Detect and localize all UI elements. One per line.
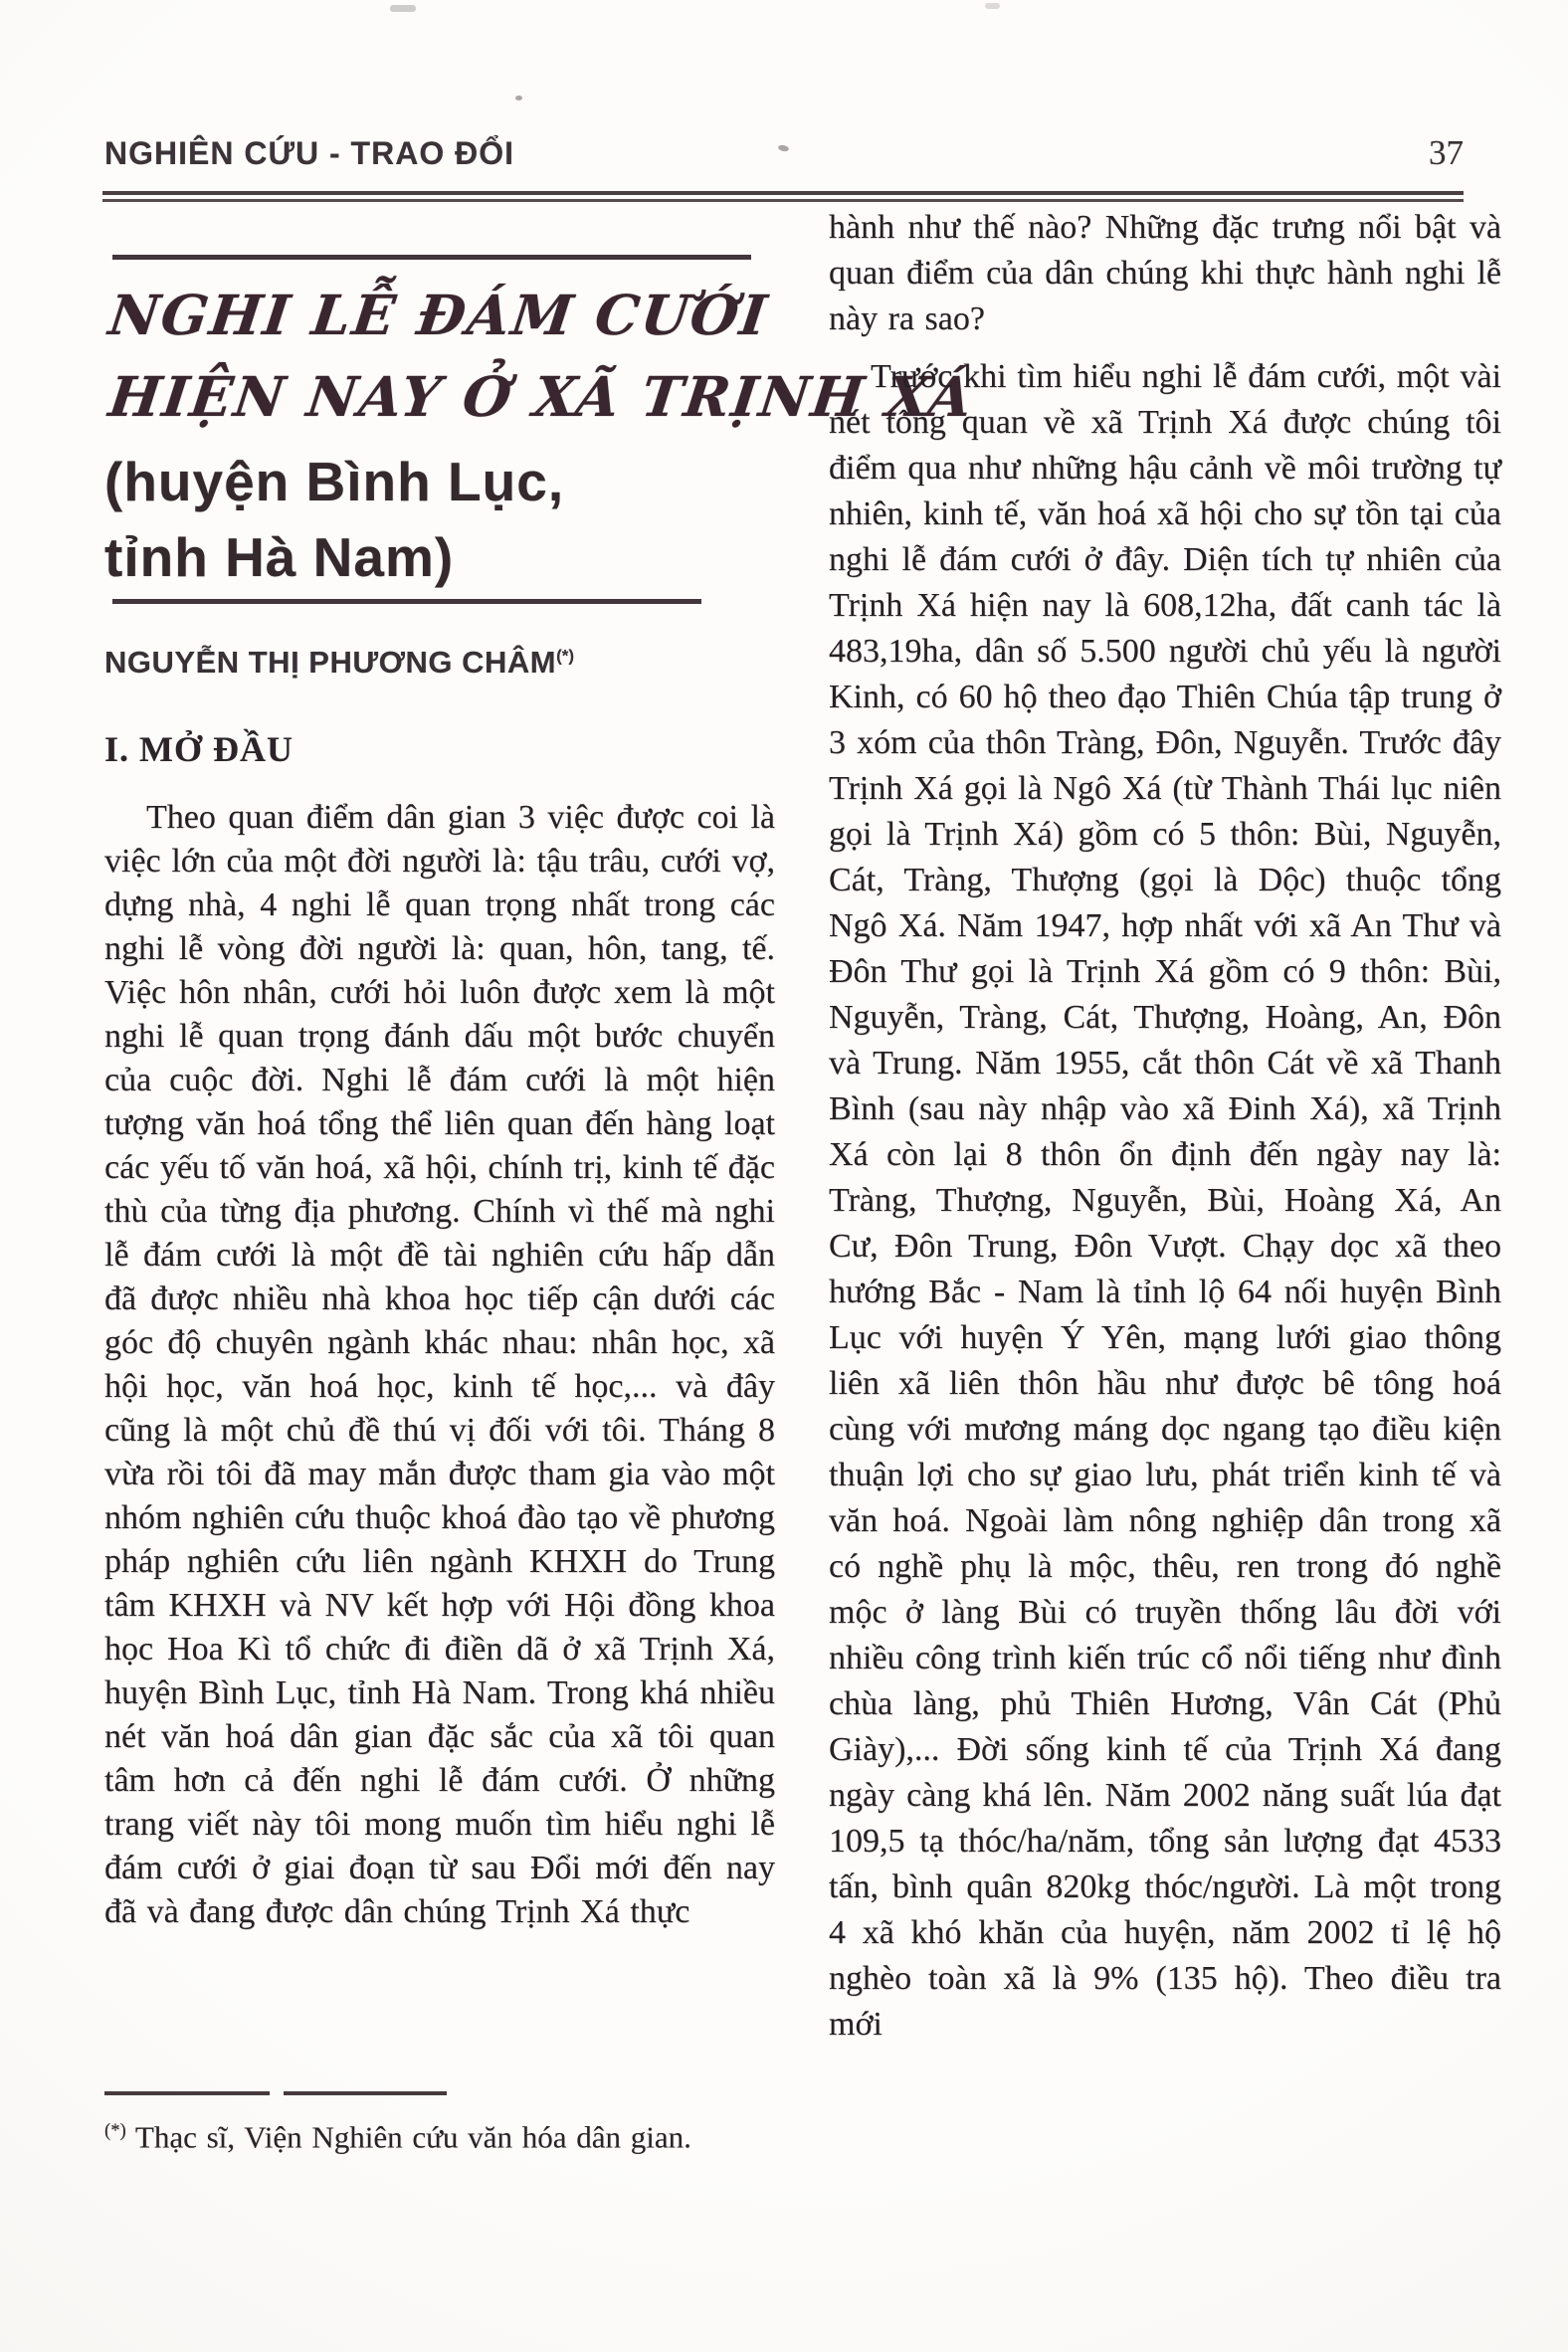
left-column bbox=[104, 796, 775, 1934]
section-heading: I. MỞ ĐẦU bbox=[104, 729, 294, 769]
footnote-text bbox=[104, 2109, 773, 2158]
footnote-body: Thạc sĩ, Viện Nghiên cứu văn hóa dân gian. bbox=[134, 2119, 691, 2155]
header-page-number: 37 bbox=[1429, 133, 1464, 172]
scan-speck bbox=[985, 3, 1000, 9]
body-paragraph: Trước khi tìm hiểu nghi lễ đám cưới, một vài nét tổng quan về xã Trịnh Xá được chúng tôi điểm qua như những hậu cảnh về môi trường tự nhiên, kinh tế, văn hoá xã hội cho sự tồn tại của nghi lễ đám cưới ở đây. Diện tích tự nhiên của Trịnh Xá hiện nay là 608,12ha, đất canh tác là 483,19ha, dân số 5.500 người chủ yếu là người Kinh, có 60 hộ theo đạo Thiên Chúa tập trung ở 3 xóm của thôn Tràng, Đôn, Nguyễn. Trước đây Trịnh Xá gọi là Ngô Xá (từ Thành Thái lục niên gọi là Trịnh Xá) gồm có 5 thôn: Bùi, Nguyễn, Cát, Tràng, Thượng (gọi là Dộc) thuộc tổng Ngô Xá. Năm 1947, hợp nhất với xã An Thư và Đôn Thư gọi là Trịnh Xá gồm có 9 thôn: Bùi, Nguyễn, Tràng, Cát, Thượng, Hoàng, An, Đôn và Trung. Năm 1955, cắt thôn Cát về xã Thanh Bình (sau này nhập vào xã Đinh Xá), xã Trịnh Xá còn lại 8 thôn ổn định đến ngày nay là: Tràng, Thượng, Nguyễn, Bùi, Hoàng Xá, An Cư, Đôn Trung, Đôn Vượt. Chạy dọc xã theo hướng Bắc - Nam là tỉnh lộ 64 nối huyện Bình Lục với huyện Ý Yên, mạng lưới giao thông liên xã liên thôn hầu như được bê tông hoá cùng với mương máng dọc ngang tạo điều kiện thuận lợi cho sự giao lưu, phát triển kinh tế và văn hoá. Ngoài làm nông nghiệp dân trong xã có nghề phụ là mộc, thêu, ren trong đó nghề mộc ở làng Bùi có truyền thống lâu đời với nhiều công trình kiến trúc cổ nổi tiếng như đình chùa làng, phủ Thiên Hương, Vân Cát (Phủ Giày),... Đời sống kinh tế của Trịnh Xá đang ngày càng khá lên. Năm 2002 năng suất lúa đạt 109,5 tạ thóc/ha/năm, tổng sản lượng đạt 4533 tấn, bình quân 820kg thóc/người. Là một trong 4 xã khó khăn của huyện, năm 2002 tỉ lệ hộ nghèo toàn xã là 9% (135 hộ). Theo điều tra mới bbox=[829, 358, 1501, 2043]
footnote-marker: (*) bbox=[104, 2120, 126, 2141]
article-title-line-2: HIỆN NAY Ở XÃ TRỊNH XÁ bbox=[105, 364, 978, 429]
author-line bbox=[104, 645, 574, 681]
header-rule bbox=[102, 191, 1464, 202]
footnote-rule bbox=[104, 2091, 447, 2095]
page-header bbox=[104, 133, 1464, 173]
author-footnote-marker: (*) bbox=[556, 646, 575, 666]
scan-speck bbox=[515, 96, 522, 100]
body-paragraph-continuation: hành như thế nào? Những đặc trưng nổi bật và quan điểm của dân chúng khi thực hành nghi lễ này ra sao? bbox=[829, 209, 1501, 337]
article-title-line-1: NGHI LỄ ĐÁM CƯỚI bbox=[105, 283, 772, 347]
right-column bbox=[829, 205, 1501, 2048]
article-title-line-3: (huyện Bình Lục, bbox=[104, 451, 565, 512]
title-top-rule bbox=[112, 255, 751, 260]
body-paragraph: Theo quan điểm dân gian 3 việc được coi là việc lớn của một đời người là: tậu trâu, cưới vợ, dựng nhà, 4 nghi lễ quan trọng nhất trong các nghi lễ vòng đời người là: quan, hôn, tang, tế. Việc hôn nhân, cưới hỏi luôn được xem là một nghi lễ quan trọng đánh dấu một bước chuyển của cuộc đời. Nghi lễ đám cưới là một hiện tượng văn hoá tổng thể liên quan đến hàng loạt các yếu tố văn hoá, xã hội, chính trị, kinh tế đặc thù của từng địa phương. Chính vì thế mà nghi lễ đám cưới là một đề tài nghiên cứu hấp dẫn đã được nhiều nhà khoa học tiếp cận dưới các góc độ chuyên ngành khác nhau: nhân học, xã hội học, văn hoá học, kinh tế học,... và đây cũng là một chủ đề thú vị đối với tôi. Tháng 8 vừa rồi tôi đã may mắn được tham gia vào một nhóm nghiên cứu thuộc khoá đào tạo về phương pháp nghiên cứu liên ngành KHXH do Trung tâm KHXH và NV kết hợp với Hội đồng khoa học Hoa Kì tổ chức đi điền dã ở xã Trịnh Xá, huyện Bình Lục, tỉnh Hà Nam. Trong khá nhiều nét văn hoá dân gian đặc sắc của xã tôi quan tâm hơn cả đến nghi lễ đám cưới. Ở những trang viết này tôi mong muốn tìm hiểu nghi lễ đám cưới ở giai đoạn từ sau Đổi mới đến nay đã và đang được dân chúng Trịnh Xá thực bbox=[104, 799, 775, 1930]
header-section-label: NGHIÊN CỨU - TRAO ĐỔI bbox=[104, 135, 514, 171]
author-name: NGUYỄN THỊ PHƯƠNG CHÂM bbox=[104, 645, 557, 680]
title-bottom-rule bbox=[112, 599, 701, 604]
scan-speck bbox=[390, 5, 416, 12]
article-title-line-4: tỉnh Hà Nam) bbox=[104, 526, 455, 588]
